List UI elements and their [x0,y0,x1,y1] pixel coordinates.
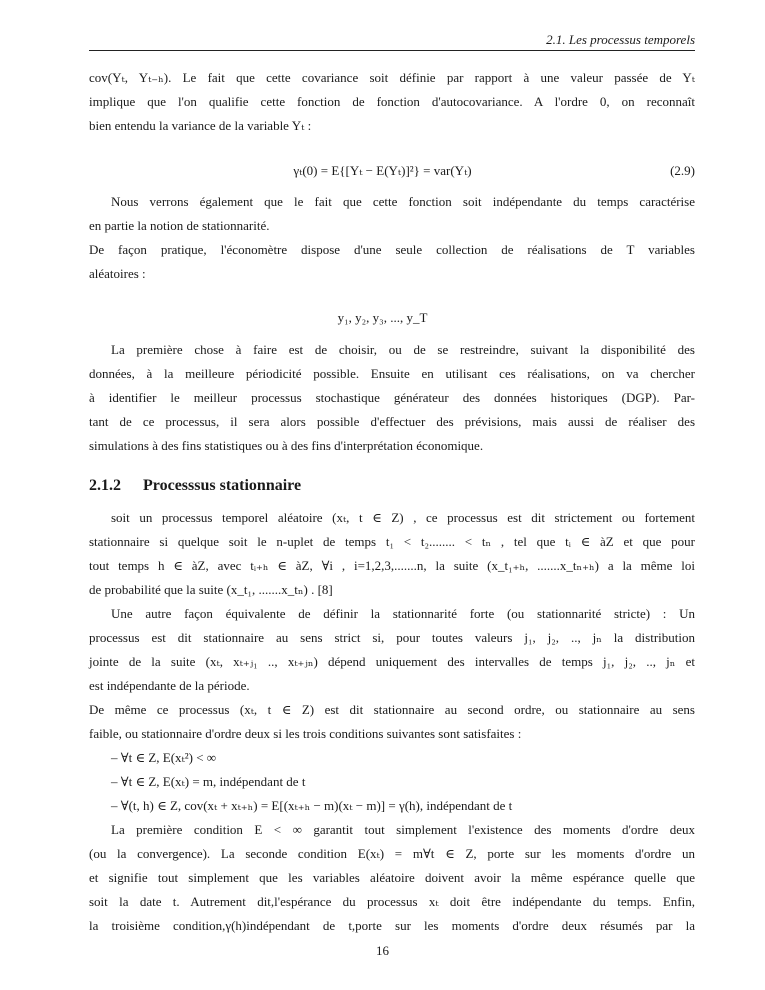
text-line: la troisième condition,γ(h)indépendant de t,porte sur les moments d'ordre deux résumés par la [89,918,695,933]
header-rule [89,50,695,51]
text-line: Nous verrons également que le fait que cette fonction soit indépendante du temps caractérise [111,194,695,209]
text-line: à identifier le meilleur processus stochastique générateur des données historiques (DGP). Par- [89,390,695,405]
equation: γₜ(0) = E{[Yₜ − E(Yₜ)]²} = var(Yₜ) [293,163,472,178]
list-item: – ∀t ∈ Z, E(xₜ²) < ∞ [111,750,217,765]
equation: y₁, y₂, y₃, ..., y_T [337,310,428,325]
text-line: données, à la meilleure périodicité possible. Ensuite en utilisant ces réalisations, on va chercher [89,366,695,381]
text-line: aléatoires : [89,266,146,281]
text-line: (ou la convergence). La seconde condition E(xₜ) = m∀t ∈ Z, porte sur les moments d'ordre un [89,846,695,861]
text-line: de probabilité que la suite (x_t₁, .......x_tₙ) . [8] [89,582,333,597]
page-number: 16 [376,943,389,958]
text-line: et signifie tout simplement que les variables aléatoire doivent avoir la même espérance quelle que [89,870,695,885]
text-line: simulations à des fins statistiques ou à des fins d'interprétation économique. [89,438,484,453]
text-line: tant de ce processus, il sera alors possible d'effectuer des prévisions, mais aussi de réaliser des [89,414,695,429]
section-number: 2.1.2 [89,477,121,494]
text-line: en partie la notion de stationnarité. [89,218,270,233]
section-heading [89,476,323,496]
section-title: Processsus stationnaire [143,477,302,494]
text-line: processus est dit stationnaire au sens strict si, pour toutes valeurs j₁, j₂, .., jₙ la distribution [89,630,695,645]
text-line: bien entendu la variance de la variable Yₜ : [89,118,312,133]
list-item: – ∀t ∈ Z, E(xₜ) = m, indépendant de t [111,774,306,789]
text-line: De même ce processus (xₜ, t ∈ Z) est dit stationnaire au second ordre, ou stationnaire au sens [89,702,695,717]
text-line: stationnaire si quelque soit le n-uplet de temps t₁ < t₂........ < tₙ , tel que tᵢ ∈ àZ et que pour [89,534,695,549]
text-line: jointe de la suite (xₜ, xₜ₊ⱼ₁ .., xₜ₊ⱼₙ) dépend uniquement des intervalles de temps j₁, j₂, .., jₙ et [89,654,695,669]
running-header: 2.1. Les processus temporels [546,32,695,47]
text-line: faible, ou stationnaire d'ordre deux si les trois conditions suivantes sont satisfaites : [89,726,522,741]
text-line: La première condition E < ∞ garantit tout simplement l'existence des moments d'ordre deux [111,822,695,837]
list-item: – ∀(t, h) ∈ Z, cov(xₜ + xₜ₊ₕ) = E[(xₜ₊ₕ − m)(xₜ − m)] = γ(h), indépendant de t [111,798,513,813]
text-line: soit la date t. Autrement dit,l'espérance du processus xₜ doit être indépendante du temps. Enfin, [89,894,695,909]
equation-number: (2.9) [670,163,695,178]
text-line: Une autre façon équivalente de définir la stationnarité forte (ou stationnarité stricte) : Un [111,606,695,621]
text-line: La première chose à faire est de choisir, ou de se restreindre, suivant la disponibilité des [111,342,695,357]
text-line: De façon pratique, l'économètre dispose d'une seule collection de réalisations de T variables [89,242,695,257]
text-line: est indépendante de la période. [89,678,250,693]
text-line: cov(Yₜ, Yₜ₋ₕ). Le fait que cette covariance soit définie par rapport à une valeur passée de Yₜ [89,70,695,85]
text-line: implique que l'on qualifie cette fonction de fonction d'autocovariance. A l'ordre 0, on reconnaît [89,94,695,109]
text-line: soit un processus temporel aléatoire (xₜ, t ∈ Z) , ce processus est dit strictement ou fortement [111,510,695,525]
text-line: tout temps h ∈ àZ, avec tᵢ₊ₕ ∈ àZ, ∀i , i=1,2,3,.......n, la suite (x_t₁₊ₕ, .......x_tₙ₊ₕ) a la même loi [89,558,695,573]
